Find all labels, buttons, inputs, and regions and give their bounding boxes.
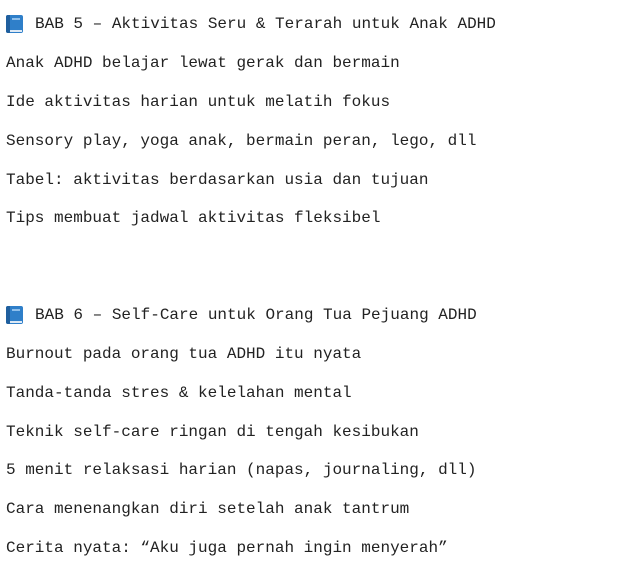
list-item: Cara menenangkan diri setelah anak tantrum bbox=[6, 500, 410, 518]
list-item: 5 menit relaksasi harian (napas, journaling, dll) bbox=[6, 461, 477, 479]
list-item: Tips membuat jadwal aktivitas fleksibel bbox=[6, 209, 381, 227]
blue-book-icon bbox=[6, 306, 23, 324]
list-item: Burnout pada orang tua ADHD itu nyata bbox=[6, 345, 362, 363]
list-item: Teknik self-care ringan di tengah kesibukan bbox=[6, 423, 419, 441]
blue-book-icon bbox=[6, 15, 23, 33]
list-item: Sensory play, yoga anak, bermain peran, lego, dll bbox=[6, 132, 477, 150]
section-title: BAB 6 – Self-Care untuk Orang Tua Pejuang ADHD bbox=[35, 306, 477, 324]
section-title: BAB 5 – Aktivitas Seru & Terarah untuk Anak ADHD bbox=[35, 15, 496, 33]
section-heading-bab-5 bbox=[6, 14, 496, 34]
list-item: Anak ADHD belajar lewat gerak dan bermain bbox=[6, 54, 400, 72]
list-item: Tabel: aktivitas berdasarkan usia dan tujuan bbox=[6, 171, 429, 189]
list-item: Tanda-tanda stres & kelelahan mental bbox=[6, 384, 352, 402]
section-heading-bab-6 bbox=[6, 305, 477, 325]
list-item: Cerita nyata: “Aku juga pernah ingin menyerah” bbox=[6, 539, 448, 557]
list-item: Ide aktivitas harian untuk melatih fokus bbox=[6, 93, 391, 111]
